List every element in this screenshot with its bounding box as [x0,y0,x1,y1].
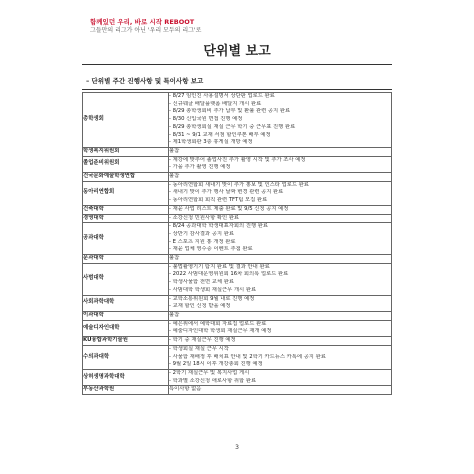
unit-items [169,320,392,336]
report-item: - E 스포츠 지원 홍 개정 완료 [169,238,236,245]
report-item: - 8/29 총학생회비 추가 납부 및 환불 관련 공지 완료 [169,108,291,115]
unit-items [169,255,392,264]
report-item: - 가을 추가 촬영 진행 예정 [169,164,231,171]
unit-items [169,345,392,369]
unit-name: 총학생회 [83,93,169,148]
table-row [83,214,392,223]
report-item: - 재윤 사업 리스트 제출 완료 및 9/5 신청 공지 예정 [169,205,289,212]
table-row [83,320,392,336]
report-item: - 8/27 임인진 사용설명서 상단판 업로드 완료 [169,93,275,99]
report-item: - 재윤 업체 영수증 이벤트 추첨 완료 [169,246,253,253]
unit-name: 이과대학 [83,311,169,320]
table-row [83,295,392,311]
report-item: - 9월 2일 18시 이후 개강총회 진행 예정 [169,361,263,368]
header-subslogan: 그들만의 리그가 아닌 '우리 모두의 리그'로 [90,27,202,34]
table-row [83,205,392,214]
unit-name: 건국문화예술학생연합 [83,173,169,182]
table-row [83,386,392,395]
unit-items [169,173,392,182]
unit-name: 경영대학 [83,214,169,223]
report-item: - 불법촬영기기 탐지 완료 및 결과 안내 완료 [169,263,270,270]
table-row [83,345,392,369]
report-item: - 예은위에서 예학대회 자료집 업로드 완료 [169,320,267,327]
unit-name: KU융합과학기술원 [83,337,169,346]
unit-items [169,147,392,156]
report-item: 불참 [169,311,180,318]
table-row [83,337,392,346]
page-title: 단위별 보고 [203,44,271,59]
unit-items [169,93,392,148]
table-row [83,369,392,385]
report-item: - 사범대학 학생회 재실근무 개시 완료 [169,286,257,293]
page-number: 3 [235,444,239,451]
table-row [83,173,392,182]
unit-items [169,205,392,214]
report-item: - 2022 사범대운영위원회 16차 회의록 업로드 완료 [169,271,289,278]
unit-name: 문과대학 [83,255,169,264]
report-item: - 8/31 ~ 9/1 교재 서점 할인쿠폰 배부 예정 [169,131,271,138]
report-item: - 8/30 신입국원 면접 진행 예정 [169,116,243,123]
report-item: - 교학소통위원회 9월 내로 진행 예정 [169,295,255,302]
unit-report-table [82,92,392,395]
report-item: - 학생사물함 전면 교체 완료 [169,279,234,286]
report-item: 특이사항 없음 [169,386,202,393]
report-item: - 교재 할인 신청 받을 예정 [169,303,231,310]
unit-name: 예술디자인대학 [83,320,169,336]
table-row [83,181,392,205]
unit-name: 사범대학 [83,263,169,295]
table-row [83,263,392,295]
report-item: - 8/24 공과대학 학생대표자회의 진행 완료 [169,223,268,230]
report-item: 불참 [169,147,180,154]
unit-name: 수의과대학 [83,345,169,369]
report-item: 불참 [169,255,180,262]
report-item: - 예술디자인대학 학생회 재실근무 재개 예정 [169,328,272,335]
table-row [83,223,392,255]
unit-items [169,295,392,311]
unit-items [169,214,392,223]
report-item: - 학과별 소강신청 애로사항 취합 완료 [169,377,257,384]
unit-name: 건축대학 [83,205,169,214]
report-item: - 2학기 재실근무 및 복지사업 게시 [169,369,250,376]
table-row [83,255,392,264]
unit-items [169,311,392,320]
report-item: - 제1학생회관 3층 휴게실 개방 예정 [169,139,253,146]
report-item: - 동아리연합회 새내기 맞이 추가 홍보 및 인스타 업로드 완료 [169,181,309,188]
unit-items [169,337,392,346]
unit-name: 상허생명과학대학 [83,369,169,385]
unit-items [169,386,392,395]
unit-name: 공과대학 [83,223,169,255]
report-item: - 동아리연합회 회칙 관련 TFT팀 모집 완료 [169,197,268,204]
report-item: 불참 [169,173,180,180]
unit-items [169,181,392,205]
report-item: - 신규웨클 배달플랫폼 배달지 개시 완료 [169,100,262,107]
unit-name: 학생복지위원회 [83,147,169,156]
report-item: - 사물함 재배정 후 배치표 안내 및 2학기 카드뉴스 카톡에 공지 완료 [169,353,326,360]
unit-items [169,263,392,295]
table-row [83,93,392,148]
table-row [83,147,392,156]
unit-report-body [83,93,392,395]
table-row [83,156,392,172]
title-divider [82,64,392,65]
report-item: - 소강신청 민원사항 확인 완료 [169,214,240,221]
report-item: - 8/29 총학생회실 재실 근무 학기 중 근무표 진행 완료 [169,123,296,130]
header-slogan: 함께있던 우리, 바로 시작 REBOOT [90,18,195,26]
report-item: - 계강에 맞추어 졸업사진 추가 촬영 시작 및 추가 조사 예정 [169,156,306,163]
unit-name: 졸업준비위원회 [83,156,169,172]
report-item: - 새내기 맞이 추가 행사 날짜 변경 관련 공지 완료 [169,189,284,196]
section-title: – 단위별 주간 진행사항 및 특이사항 보고 [86,77,204,85]
unit-name: 동아리연합회 [83,181,169,205]
report-item: - 학기 중 재실근무 진행 예정 [169,337,236,344]
section-divider [82,89,392,90]
unit-name: 부동산과학원 [83,386,169,395]
unit-items [169,369,392,385]
report-item: - 학생회실 재실 근무 시작 [169,345,229,352]
unit-items [169,156,392,172]
table-row [83,311,392,320]
unit-items [169,223,392,255]
unit-name: 사회과학대학 [83,295,169,311]
report-item: - 상반기 감사결과 공지 완료 [169,230,234,237]
